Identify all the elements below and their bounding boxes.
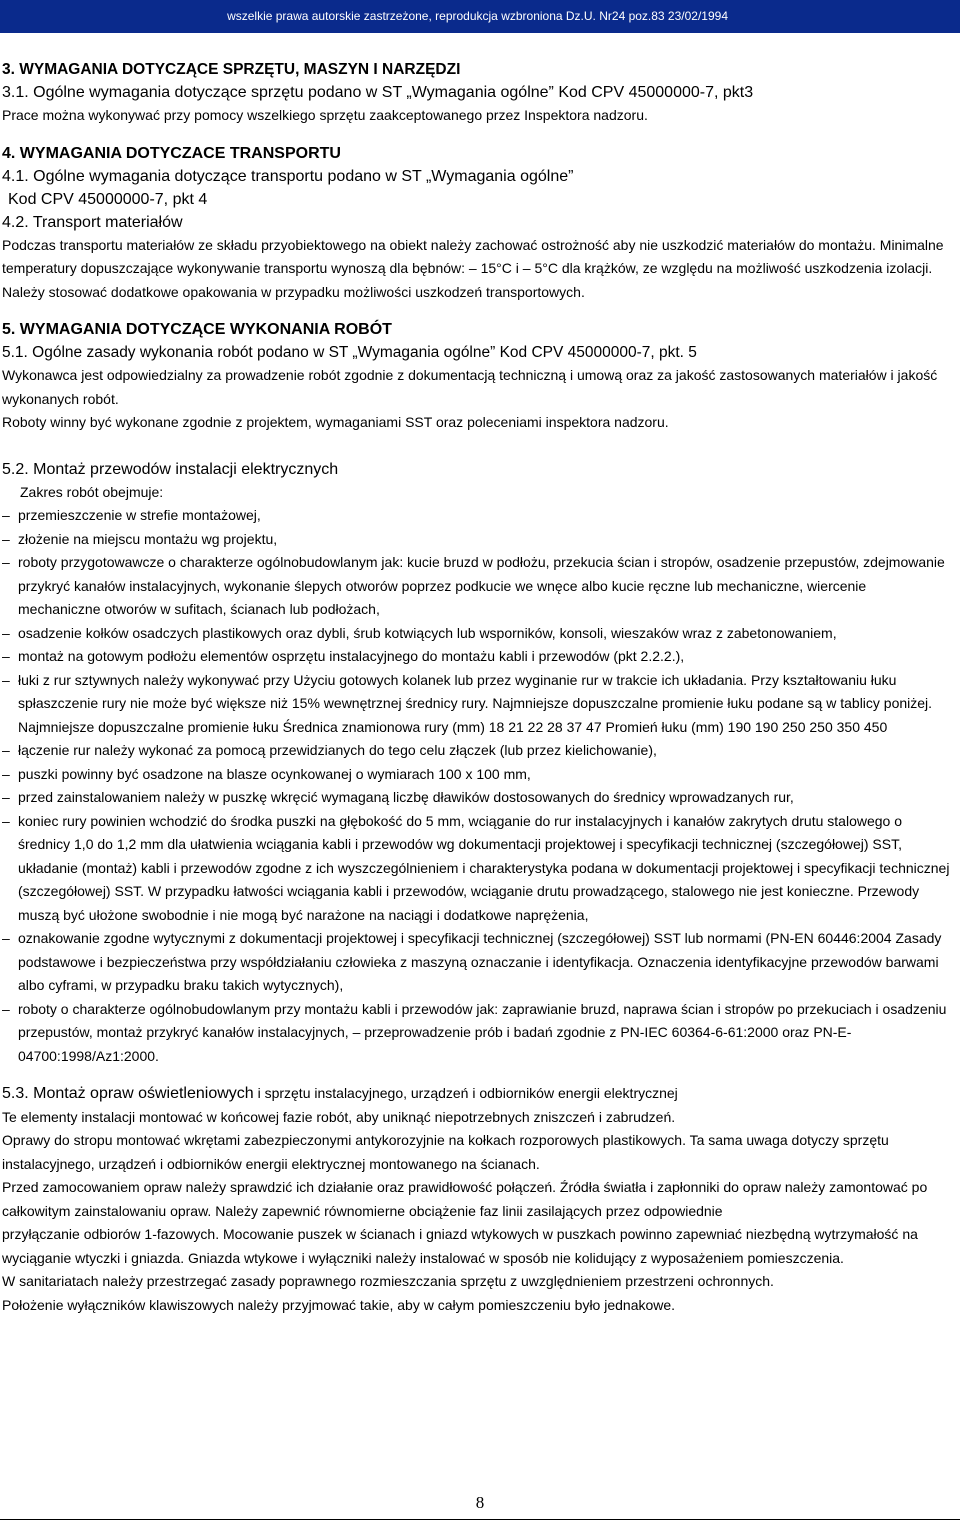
section-5-3-paragraph-5: W sanitariatach należy przestrzegać zasady poprawnego rozmieszczania sprzętu z uwzględnieniem przestrzeni ochronnych. xyxy=(2,1273,774,1289)
scope-label: Zakres robót obejmuje: xyxy=(20,483,164,500)
section-5-3-paragraph-2: Oprawy do stropu montować wkrętami zabezpieczonymi antykorozyjnie na kołkach rozporowych plastikowych. Ta sama uwaga dotyczy sprzętu instalacyjnego, urządzeń i odbiorników energii elektrycznej montowanego na ścianach. xyxy=(2,1132,889,1172)
list-item: – roboty przygotowawcze o charakterze ogólnobudowlanym jak: kucie bruzd w podłożu, przekucia ścian i stropów, osadzenie przepustów, zdejmowanie przykryć kanałów instalacyjnych, wykonanie ślepych otworów poprzez podkucie we wnęce albo kucie ręczne lub mechaniczne, wiercenie mechaniczne otworów w sufitach, ścianach lub podłożach, xyxy=(2,551,950,622)
list-item: – oznakowanie zgodne wytycznymi z dokumentacji projektowej i specyfikacji technicznej (szczegółowej) SST lub normami (PN-EN 60446:2004 Zasady podstawowe i bezpieczeństwa przy współdziałaniu człowieka z maszyną oznaczanie i identyfikacja. Oznaczenia identyfikacyjne przewodów barwami albo cyframi, w przypadku braku takich wytycznych), xyxy=(2,927,950,998)
page-number: 8 xyxy=(475,1493,485,1512)
section-4-1-heading-cont: Kod CPV 45000000-7, pkt 4 xyxy=(8,190,208,208)
list-item: – przemieszczenie w strefie montażowej, xyxy=(2,504,950,528)
section-5-1-paragraph: Wykonawca jest odpowiedzialny za prowadzenie robót zgodnie z dokumentacją techniczną i umową oraz za jakość zastosowanych materiałów i jakość wykonanych robót. xyxy=(2,367,938,407)
section-5-3-paragraph-1: Te elementy instalacji montować w końcowej fazie robót, aby uniknąć niepotrzebnych zniszczeń i zabrudzeń. xyxy=(2,1108,676,1125)
list-item: – osadzenie kołków osadczych plastikowych oraz dybli, śrub kotwiących lub wsporników, konsoli, wieszaków wraz z zabetonowaniem, xyxy=(2,622,950,646)
list-item: – roboty o charakterze ogólnobudowlanym przy montażu kabli i przewodów jak: zaprawianie bruzd, naprawa ścian i stropów po przekuciach i osadzeniu przepustów, montaż przykryć kanałów instalacyjnych, – przeprowadzenie prób i badań zgodnie z PN-IEC 60364-6-61:2000 oraz PN-E-04700:1998/Az1:2000. xyxy=(2,998,950,1069)
section-4-2-paragraph: Podczas transportu materiałów ze składu przyobiektowego na obiekt należy zachować ostrożność aby nie uszkodzić materiałów do montażu. Minimalne temperatury dopuszczające wykonywanie transportu wynoszą dla bębnów: – 15°C i – 5°C dla krążków, ze względu na możliwość uszkodzenia izolacji. xyxy=(2,236,944,276)
document-body xyxy=(2,58,950,1317)
section-5-3-heading-lead: 5.3. Montaż opraw oświetleniowych xyxy=(2,1085,254,1102)
section-3-1-heading: 3.1. Ogólne wymagania dotyczące sprzętu podano w ST „Wymagania ogólne” Kod CPV 45000000-7, pkt3 xyxy=(2,84,754,101)
section-5-3-heading-rest: i sprzętu instalacyjnego, urządzeń i odbiorników energii elektrycznej xyxy=(253,1085,678,1101)
list-item: – montaż na gotowym podłożu elementów osprzętu instalacyjnego do montażu kabli i przewodów (pkt 2.2.2.), xyxy=(2,645,950,669)
list-item: – łuki z rur sztywnych należy wykonywać przy Użyciu gotowych kolanek lub przez wyginanie rur w trakcie ich układania. Przy kształtowaniu łuku spłaszczenie rury nie może być większe niż 15% wewnętrznej średnicy rury. Najmniejsze dopuszczalne promienie łuku podane są w tablicy poniżej. Najmniejsze dopuszczalne promienie łuku Średnica znamionowa rury (mm) 18 21 22 28 37 47 Promień łuku (mm) 190 190 250 250 350 450 xyxy=(2,669,950,740)
section-5-1-paragraph-2: Roboty winny być wykonane zgodnie z projektem, wymaganiami SST oraz poleceniami inspektora nadzoru. xyxy=(2,414,669,430)
section-5-3-paragraph-3: Przed zamocowaniem opraw należy sprawdzić ich działanie oraz prawidłowość połączeń. Źródła światła i zapłonniki do opraw należy zamontować po całkowitym zainstalowaniu opraw. Należy zapewnić równomierne obciążenie faz linii zasilających przez odpowiednie xyxy=(2,1179,928,1219)
scope-list xyxy=(2,504,950,1068)
header-bar xyxy=(0,0,960,33)
section-5-3-heading xyxy=(2,1082,950,1106)
section-4-2-heading: 4.2. Transport materiałów xyxy=(2,213,183,231)
section-4-2-packaging-note: Należy stosować dodatkowe opakowania w przypadku możliwości uszkodzeń transportowych. xyxy=(2,283,585,300)
list-item: – złożenie na miejscu montażu wg projektu, xyxy=(2,528,950,552)
list-item: – puszki powinny być osadzone na blasze ocynkowanej o wymiarach 100 x 100 mm, xyxy=(2,763,950,787)
header-notice: wszelkie prawa autorskie zastrzeżone, reprodukcja wzbroniona Dz.U. Nr24 poz.83 23/02/1994 xyxy=(227,9,728,23)
section-5-3-paragraph-6: Położenie wyłączników klawiszowych należy przyjmować takie, aby w całym pomieszczeniu było jednakowe. xyxy=(2,1296,676,1313)
list-item: – przed zainstalowaniem należy w puszkę wkręcić wymaganą liczbę dławików dostosowanych do średnicy wprowadzanych rur, xyxy=(2,786,950,810)
section-3-heading: 3. WYMAGANIA DOTYCZĄCE SPRZĘTU, MASZYN I NARZĘDZI xyxy=(2,61,461,78)
section-5-1-heading: 5.1. Ogólne zasady wykonania robót podano w ST „Wymagania ogólne” Kod CPV 45000000-7, pkt. 5 xyxy=(2,344,697,361)
section-3-1-text: Prace można wykonywać przy pomocy wszelkiego sprzętu zaakceptowanego przez Inspektora nadzoru. xyxy=(2,107,648,123)
section-4-1-heading: 4.1. Ogólne wymagania dotyczące transportu podano w ST „Wymagania ogólne” xyxy=(2,167,574,185)
list-item: – łączenie rur należy wykonać za pomocą przewidzianych do tego celu złączek (lub przez kielichowanie), xyxy=(2,739,950,763)
list-item: – koniec rury powinien wchodzić do środka puszki na głębokość do 5 mm, wciąganie do rur instalacyjnych i kanałów zakrytych drutu stalowego o średnicy 1,0 do 1,2 mm dla ułatwienia wciągania kabli i przewodów wg dokumentacji projektowej i specyfikacji technicznej (szczegółowej) SST, układanie (montaż) kabli i przewodów zgodne z ich wyszczególnieniem i charakterystyka podana w dokumentacji projektowej i specyfikacji technicznej (szczegółowej) SST. W przypadku łatwości wciągania kabli i przewodów, wciąganie drutu prowadzącego, stalowego nie jest konieczne. Przewody muszą być ułożone swobodnie i nie mogą być narażone na naciągi i dodatkowe naprężenia, xyxy=(2,810,950,928)
section-4-heading: 4. WYMAGANIA DOTYCZACE TRANSPORTU xyxy=(2,144,341,162)
section-5-heading: 5. WYMAGANIA DOTYCZĄCE WYKONANIA ROBÓT xyxy=(2,321,392,338)
section-5-3-paragraph-4: przyłączanie odbiorów 1-fazowych. Mocowanie puszek w ścianach i gniazd wtykowych w puszkach powinno zapewniać niezbędną wytrzymałość na wyciąganie wtyczki i gniazda. Gniazda wtykowe i wyłączniki należy instalować w sposób nie kolidujący z wyposażeniem pomieszczenia. xyxy=(2,1226,918,1266)
page-bottom-rule xyxy=(0,1519,960,1520)
section-5-2-heading: 5.2. Montaż przewodów instalacji elektrycznych xyxy=(2,460,339,478)
